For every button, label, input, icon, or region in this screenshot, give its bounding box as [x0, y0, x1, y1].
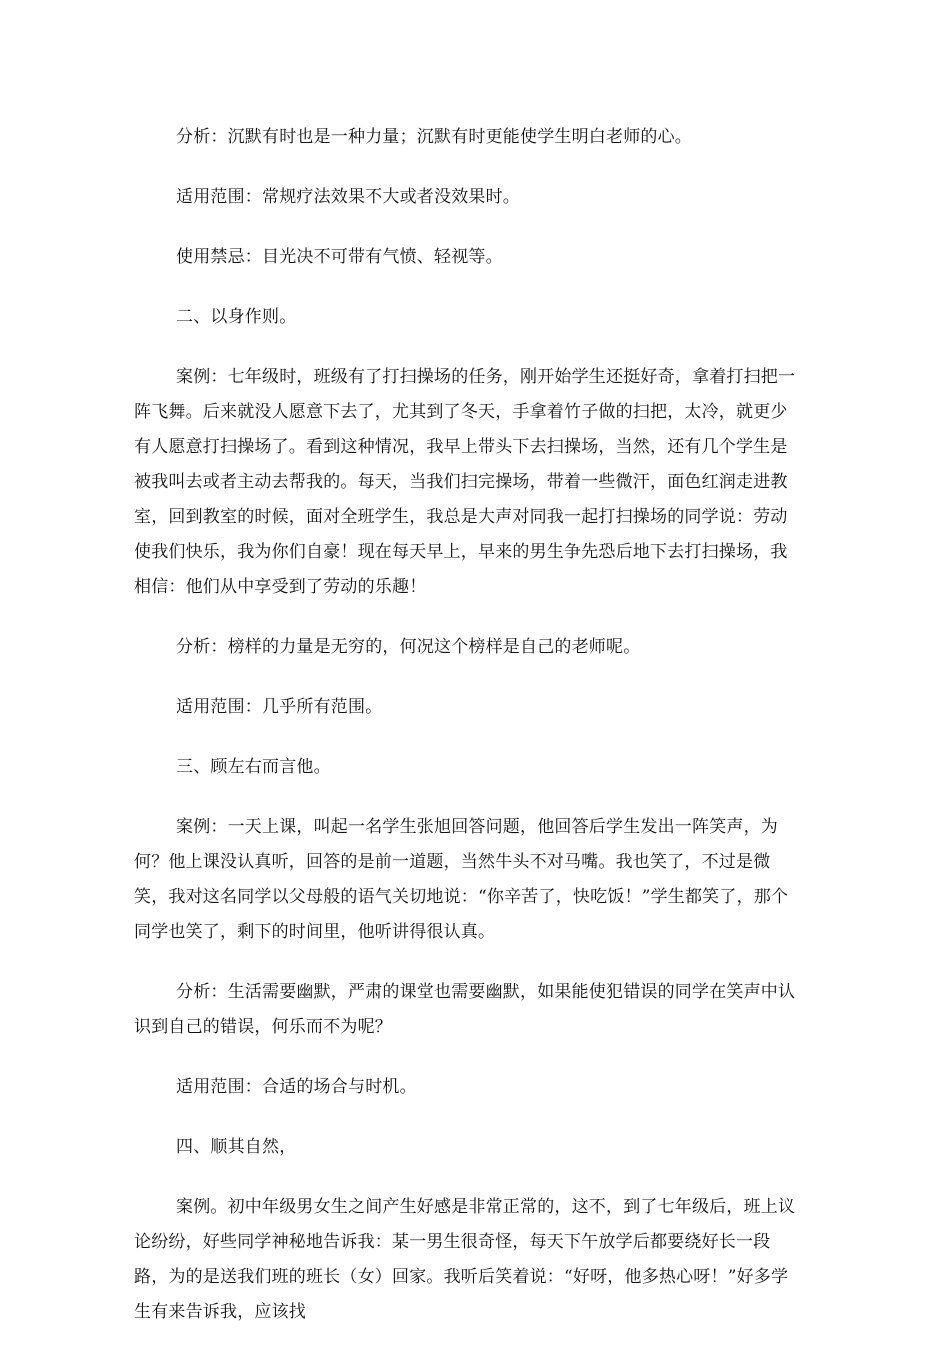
document-body	[134, 120, 796, 1355]
analysis-paragraph-1: 分析：沉默有时也是一种力量；沉默有时更能使学生明白老师的心。	[176, 127, 692, 147]
case-paragraph-4: 案例。初中年级男女生之间产生好感是非常正常的，这不，到了七年级后，班上议论纷纷，好些同学神秘地告诉我：某一男生很奇怪，每天下午放学后都要绕好长一段路，为的是送我们班的班长（女）回家。我听后笑着说：“好呀，他多热心呀！”好多学生有来告诉我，应该找	[134, 1197, 796, 1322]
section-heading-3: 三、顾左右而言他。	[176, 757, 331, 777]
section-heading-2: 二、以身作则。	[176, 307, 297, 327]
scope-paragraph-3: 适用范围：合适的场合与时机。	[176, 1077, 417, 1097]
analysis-paragraph-2: 分析：榜样的力量是无穷的，何况这个榜样是自己的老师呢。	[176, 637, 641, 657]
taboo-paragraph-1: 使用禁忌：目光决不可带有气愤、轻视等。	[176, 247, 503, 267]
case-paragraph-3: 案例：一天上课，叫起一名学生张旭回答问题，他回答后学生发出一阵笑声，为何？他上课没认真听，回答的是前一道题，当然牛头不对马嘴。我也笑了，不过是微笑，我对这名同学以父母般的语气关切地说：“你辛苦了，快吃饭！”学生都笑了，那个同学也笑了，剩下的时间里，他听讲得很认真。	[134, 817, 789, 942]
case-paragraph-2: 案例：七年级时，班级有了打扫操场的任务，刚开始学生还挺好奇，拿着打扫把一阵飞舞。后来就没人愿意下去了，尤其到了冬天，手拿着竹子做的扫把，太冷，就更少有人愿意打扫操场了。看到这种情况，我早上带头下去扫操场，当然，还有几个学生是被我叫去或者主动去帮我的。每天，当我们扫完操场，带着一些微汗，面色红润走进教室，回到教室的时候，面对全班学生，我总是大声对同我一起打扫操场的同学说：劳动使我们快乐，我为你们自豪！现在每天早上，早来的男生争先恐后地下去打扫操场，我相信：他们从中享受到了劳动的乐趣！	[134, 367, 796, 597]
analysis-paragraph-3: 分析：生活需要幽默，严肃的课堂也需要幽默，如果能使犯错误的同学在笑声中认识到自己的错误，何乐而不为呢？	[134, 982, 796, 1037]
scope-paragraph-2: 适用范围：几乎所有范围。	[176, 697, 383, 717]
section-heading-4: 四、顺其自然，	[176, 1137, 297, 1157]
scope-paragraph-1: 适用范围：常规疗法效果不大或者没效果时。	[176, 187, 520, 207]
